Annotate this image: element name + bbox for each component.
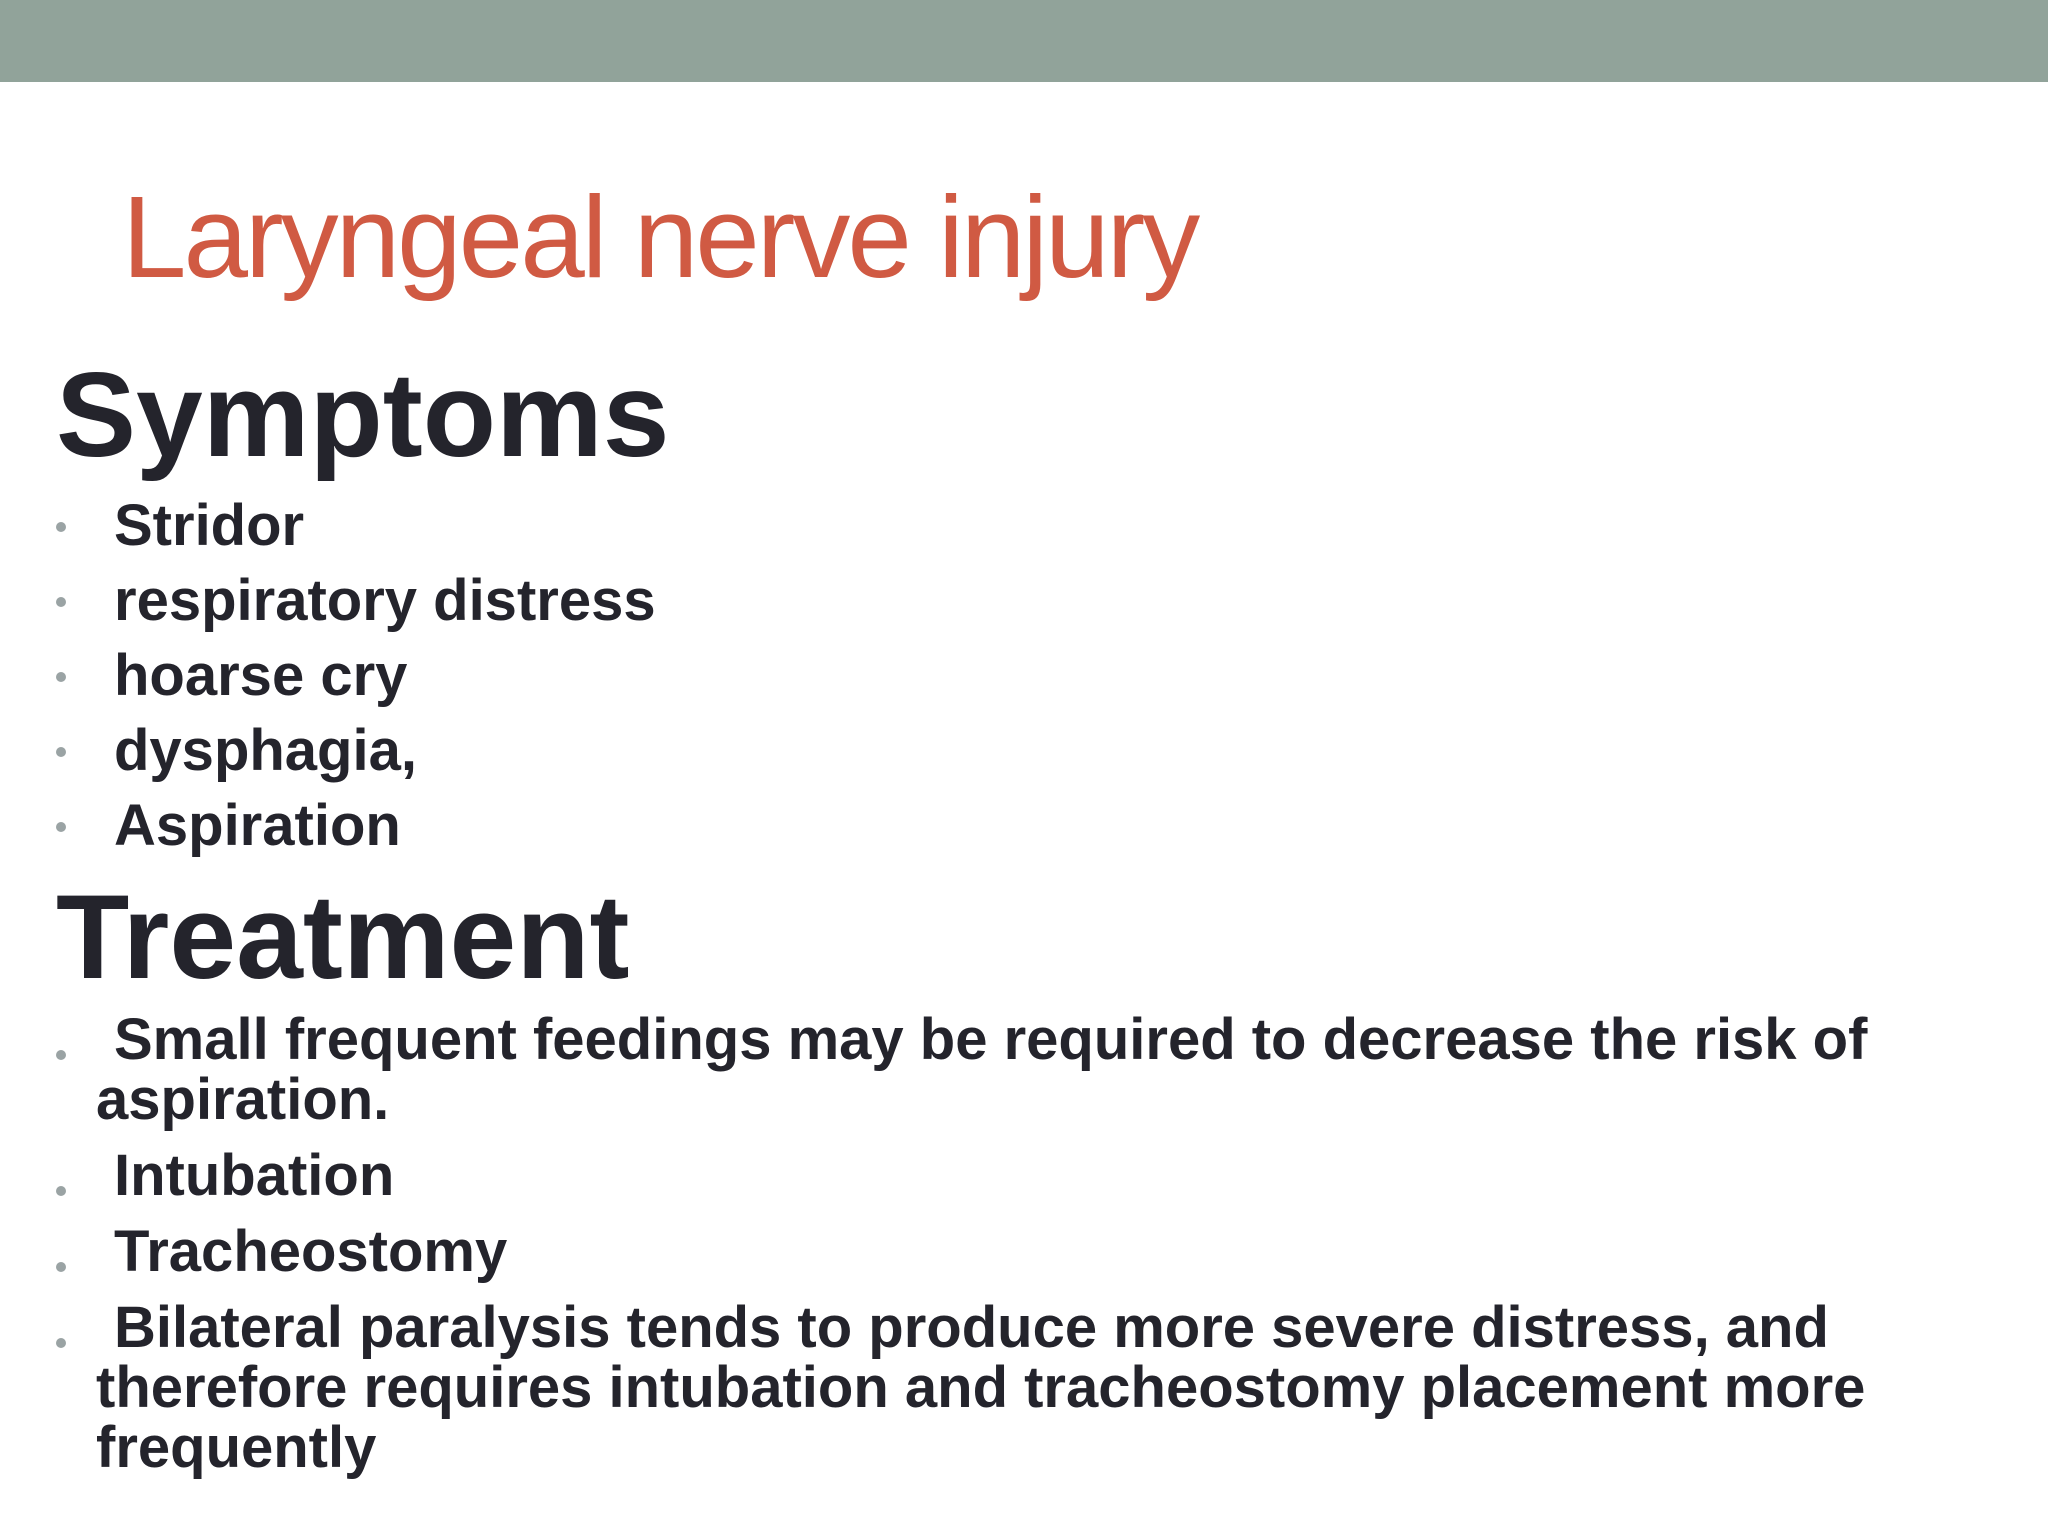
list-item [0,563,2048,638]
bullet-dot-icon [56,522,66,532]
list-item [0,1007,2048,1132]
list-item-text: Bilateral paralysis tends to produce more severe distress, and therefore requires intubation and tracheostomy placement more frequently [96,1295,1866,1480]
bullet-dot-icon [56,1262,66,1272]
top-accent-band [0,0,2048,82]
treatment-heading: Treatment [56,870,630,1004]
list-item-text: Intubation [114,1143,395,1208]
list-item [0,1143,2048,1208]
list-item [0,488,2048,563]
symptoms-list [0,488,2048,863]
list-item-text: Aspiration [114,793,401,858]
list-item-text: respiratory distress [114,568,656,633]
list-item-text: dysphagia, [114,718,417,783]
bullet-dot-icon [56,1186,66,1196]
bullet-dot-icon [56,1050,66,1060]
list-item [0,638,2048,713]
slide-title: Laryngeal nerve injury [122,172,1198,302]
list-item [0,1219,2048,1284]
list-item-text: Stridor [114,493,305,558]
list-item [0,713,2048,788]
symptoms-heading: Symptoms [56,348,670,482]
bullet-dot-icon [56,822,66,832]
bullet-dot-icon [56,672,66,682]
bullet-dot-icon [56,597,66,607]
treatment-list [0,1007,2048,1494]
list-item [0,788,2048,863]
bullet-dot-icon [56,747,66,757]
list-item [0,1295,2048,1480]
list-item-text: Tracheostomy [114,1219,508,1284]
bullet-dot-icon [56,1338,66,1348]
list-item-text: Small frequent feedings may be required to decrease the risk of aspiration. [96,1007,1868,1132]
list-item-text: hoarse cry [114,643,408,708]
